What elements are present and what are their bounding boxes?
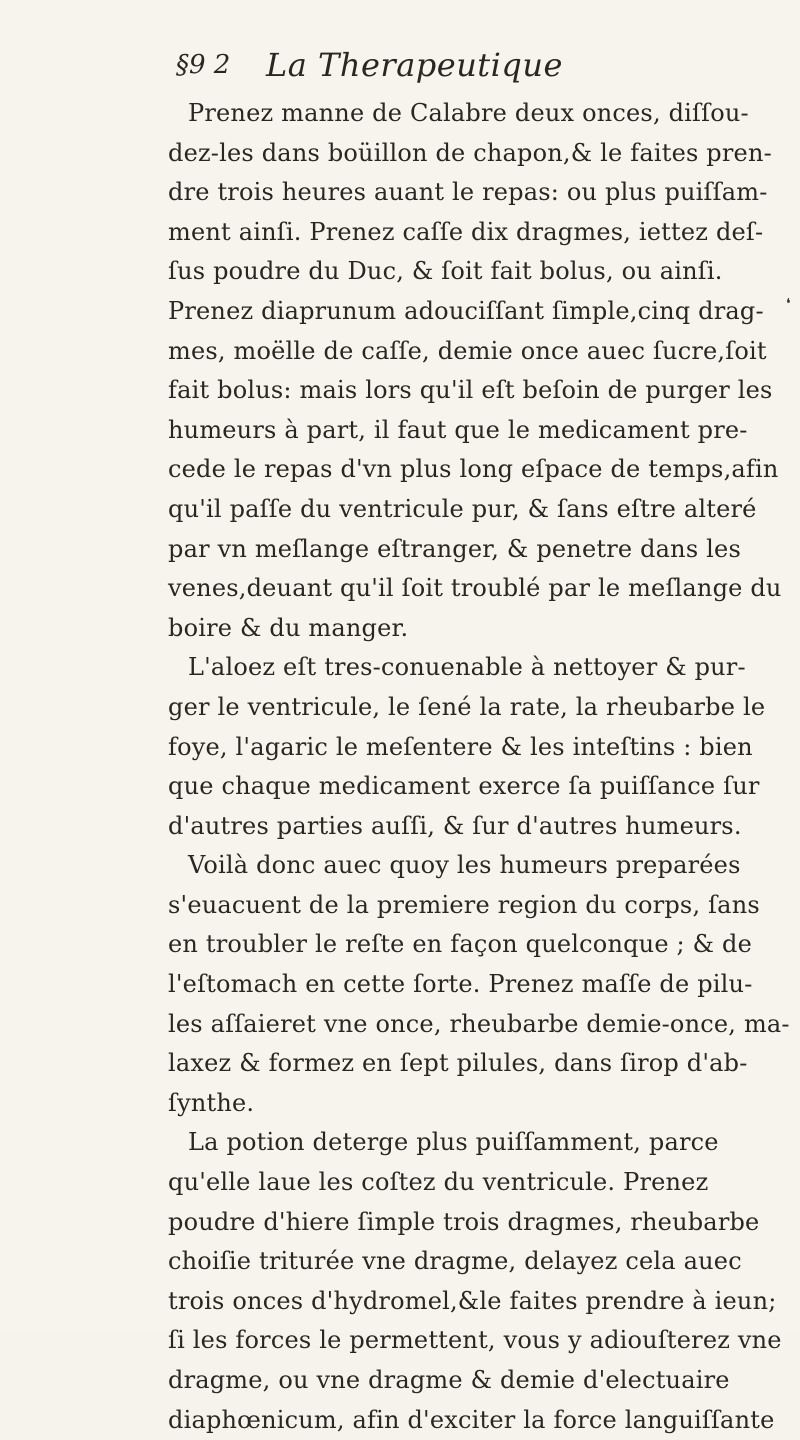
text-line: fait bolus: mais lors qu'il eſt beſoin de purger les [168,376,773,405]
text-line: cede le repas d'vn plus long eſpace de temps,afin [168,455,779,484]
text-line: laxez & formez en ſept pilules, dans ſirop d'ab- [168,1049,748,1078]
text-line: foye, l'agaric le meſentere & les inteſtins : bien [168,732,753,761]
text-line: s'euacuent de la premiere region du corps, ſans [168,890,760,919]
text-line: choiſie triturée vne dragme, delayez cela auec [168,1247,742,1276]
text-line: Prenez manne de Calabre deux onces, diſſou- [188,99,749,127]
text-line: dragme, ou vne dragme & demie d'electuaire [168,1366,730,1394]
text-line: qu'il paſſe du ventricule pur, & ſans eſtre alteré [168,494,757,523]
text-line: dre trois heures auant le repas: ou plus puiſſam- [168,178,768,207]
text-line: que chaque medicament exerce ſa puiſſance ſur [168,772,760,801]
text-line: mes, moëlle de caſſe, demie once auec ſucre,ſoit [168,336,767,365]
text-line: l'eſtomach en cette ſorte. Prenez maſſe de pilu- [168,970,753,999]
text-line: d'autres parties auſſi, & ſur d'autres humeurs. [168,811,742,840]
margin-mark: ❛ [786,296,791,312]
text-line: ſus poudre du Duc, & ſoit fait bolus, ou ainſi. [168,257,723,286]
text-line: en troubler le reſte en façon quelconque ; & de [168,930,753,959]
text-line: qu'elle laue les coſtez du ventricule. Prenez [168,1168,709,1197]
text-line: Voilà donc auec quoy les humeurs preparées [188,851,741,880]
text-line: L'aloez eſt tres-conuenable à nettoyer & pur- [188,653,746,682]
text-line: humeurs à part, il faut que le medicament pre- [168,415,748,444]
text-line: boire & du manger. [168,613,409,642]
text-line: trois onces d'hydromel,&le faites prendre à ieun; [168,1286,777,1315]
text-line: ſi les forces le permettent, vous y adiouſterez vne [168,1326,782,1355]
page-number: §9 2 [176,50,231,80]
text-line: les aſſaieret vne once, rheubarbe demie-once, ma- [168,1009,790,1038]
text-line: ſynthe. [168,1088,255,1117]
text-line: ment ainſi. Prenez caſſe dix dragmes, iettez deſ- [168,217,764,246]
text-line: poudre d'hiere ſimple trois dragmes, rheubarbe [168,1207,760,1236]
text-line: venes,deuant qu'il ſoit troublé par le meſlange du [168,574,782,603]
text-line: Prenez diaprunum adouciſſant ſimple,cinq drag- [168,296,764,325]
text-line: La potion deterge plus puiſſamment, parce [188,1128,719,1157]
text-line: par vn meſlange eſtranger, & penetre dans les [168,534,741,563]
running-title: La Therapeutique [266,46,563,84]
body-text [168,94,788,1440]
text-line: dez-les dans boüillon de chapon,& le faites pren- [168,138,772,167]
text-line: diaphœnicum, afin d'exciter la force languiſſante [168,1405,775,1434]
text-line: ger le ventricule, le ſené la rate, la rheubarbe le [168,692,766,721]
page-header [168,46,688,90]
